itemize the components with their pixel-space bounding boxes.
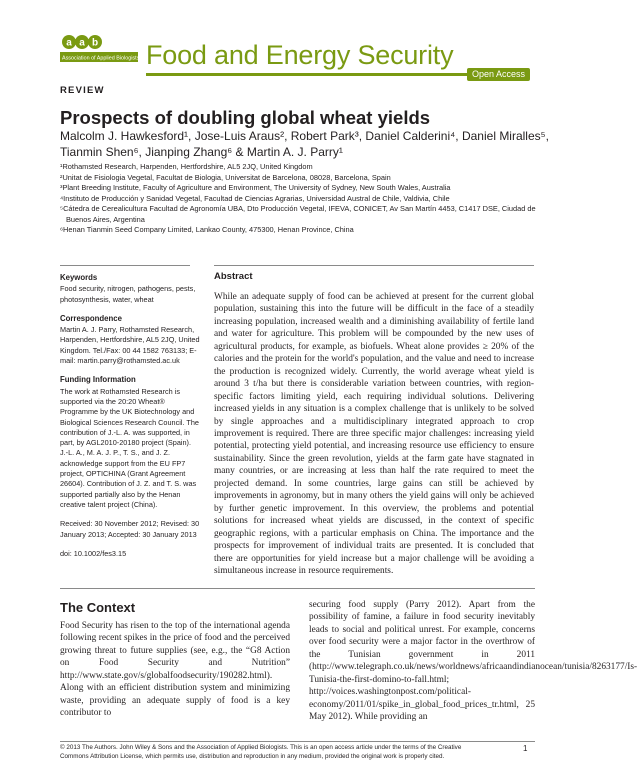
abstract — [214, 271, 534, 577]
received-dates: Received: 30 November 2012; Revised: 30 January 2013; Accepted: 30 January 2013 — [60, 519, 200, 539]
author-list — [60, 128, 550, 160]
affiliation: ²Unitat de Fisiologia Vegetal, Facultat de Biologia, Universitat de Barcelona, 08028, Barcelona, Spain — [60, 172, 391, 182]
body-column-left: Food Security has risen to the top of the international agenda following recent spikes in the price of food and the perceived growing threat to future supplies (see, e.g., the “G8 Action on Food Security and Nutrition” http://www.state.gov/s/globalfoodsecurity/190282.html). Along with an efficient distribution system and minimizing waste, providing an adequate supply of food is a key contributor to — [60, 621, 290, 719]
doi[interactable]: doi: 10.1002/fes3.15 — [60, 548, 127, 558]
divider — [214, 265, 534, 266]
keywords: Food security, nitrogen, pathogens, pests, photosynthesis, water, wheat — [60, 284, 196, 304]
abstract-heading: Abstract — [214, 271, 253, 282]
svg-text:b: b — [91, 37, 99, 49]
correspondence: Martin A. J. Parry, Rothamsted Research, Harpenden, Hertfordshire, AL5 2JQ, United Kingdom. Tel./Fax: 00 44 1582 763133; E-mail: martin.parry@rothamsted.ac.uk — [60, 325, 200, 366]
funding-info: The work at Rothamsted Research is supported via the 20:20 Wheat® Programme by the UK Biotechnology and Biological Sciences Research Council. The contribution of J.-L. A. was supported, in part, by AGL2010-20180 project (Spain). J.-L. A., M. A. J. P., T. S., and J. Z. acknowledge support from the EU FP7 project, OPTICHINA (Grant Agreement 26604). Contribution of J. Z. and T. S. was supported partially also by the Henan creative talent project (China). — [60, 386, 199, 509]
body-column-right: securing food supply (Parry 2012). Apart from the possibility of famine, a failure in food security inevitably leads to social and political unrest. For example, concerns over food security were a major factor in the overthrow of the Tunisian government in 2011 (http://www.telegraph.co.uk/news/worldnews/africaandindianocean/tunisia/8263177/Is-Tunisia-the-first-domino-to-fall.html; http://voices.washingtonpost.com/political-economy/2011/01/spike_in_global_food_prices_tr.html, 25 May 2012). While providing an — [309, 600, 637, 723]
divider — [60, 265, 190, 266]
page-number: 1 — [523, 744, 528, 753]
section-label: REVIEW — [60, 85, 105, 96]
copyright-footer: © 2013 The Authors. John Wiley & Sons and the Association of Applied Biologists. This is an open access article under the terms of the Creative Commons Attribution License, which permits use, distribution and reproduction in any medium, provided the original work is properly cited. — [60, 744, 462, 760]
affiliation: ⁵Cátedra de Cerealicultura Facultad de Agronomía UBA, Dto Producción Vegetal, IFEVA, CONICET, Av San Martín 4453, C1417 DSE, Ciudad de Buenos Aires, Argentina — [60, 204, 536, 224]
svg-text:a: a — [79, 37, 85, 49]
article-title: Prospects of doubling global wheat yields — [60, 107, 431, 128]
authors-line: Malcolm J. Hawkesford¹, Jose-Luis Araus², Robert Park³, Daniel Calderini⁴, Daniel Miralles⁵, — [60, 129, 549, 143]
abstract-text: While an adequate supply of food can be achieved at present for the current global population, sustaining this into the future will be difficult in the face of a steadily increasing population, increased wealth and a diminishing availability of fertile land and water for agriculture. This problem will be compounded by the new uses of agricultural products, for example, as biofuels. Wheat alone provides ≥ 20% of the calories and the protein for the world's population, and the value and need to increase the production is recognized widely. Currently, the world average wheat yield is around 3 t/ha but there is considerable variation between countries, with region-specific factors limiting yield, each requiring individual solutions. Delivering increased yields in any situation is a complex challenge that is unlikely to be solved by single approaches and a multidisciplinary integrated approach to crop improvement is required. There are three specific major challenges: increasing yield potential, protecting yield potential, and increasing resource use efficiency to ensure sustainability. Since the green revolution, yields at the farm gate have stagnated in many countries, or are increasing at less than half the rate required to meet the projected demand. In some countries, large gains can still be achieved by improvements in agronomy, but in many others the yield gains will only be achieved by further genetic improvement. In this overview, the problems and potential solutions for increased wheat yields are discussed, in the context of specific geographic regions, with a particular emphasis on China. The importance and the prospects for improvement of individual traits are presented. It is concluded that there are opportunities for yield increase but a major challenge will be avoiding a simultaneous increase in resource requirements. — [214, 292, 534, 576]
affiliations — [60, 162, 540, 236]
footer-rule — [60, 741, 535, 742]
svg-text:a: a — [66, 37, 72, 49]
association-logo — [60, 32, 138, 80]
open-access-badge: Open Access — [467, 68, 530, 81]
journal-title[interactable]: Food and Energy Security — [146, 40, 454, 70]
logo-text: Association of Applied Biologists — [62, 55, 140, 62]
affiliation: ⁴Instituto de Producción y Sanidad Vegetal, Facultad de Ciencias Agrarias, Universidad Austral de Chile, Valdivia, Chile — [60, 193, 450, 203]
funding-heading: Funding Information — [60, 375, 136, 385]
section-heading: The Context — [60, 600, 136, 615]
keywords-heading: Keywords — [60, 273, 98, 282]
divider — [60, 588, 535, 589]
affiliation: ¹Rothamsted Research, Harpenden, Hertfordshire, AL5 2JQ, United Kingdom — [60, 162, 313, 171]
article-info-sidebar — [60, 273, 200, 559]
correspondence-heading: Correspondence — [60, 313, 122, 323]
affiliation: ⁶Henan Tianmin Seed Company Limited, Lankao County, 475300, Henan Province, China — [60, 225, 354, 234]
affiliation: ³Plant Breeding Institute, Faculty of Agriculture and Environment, The University of Sydney, New South Wales, Australia — [60, 183, 451, 192]
authors-line: Tianmin Shen⁶, Jianping Zhang⁶ & Martin A. J. Parry¹ — [60, 145, 343, 159]
